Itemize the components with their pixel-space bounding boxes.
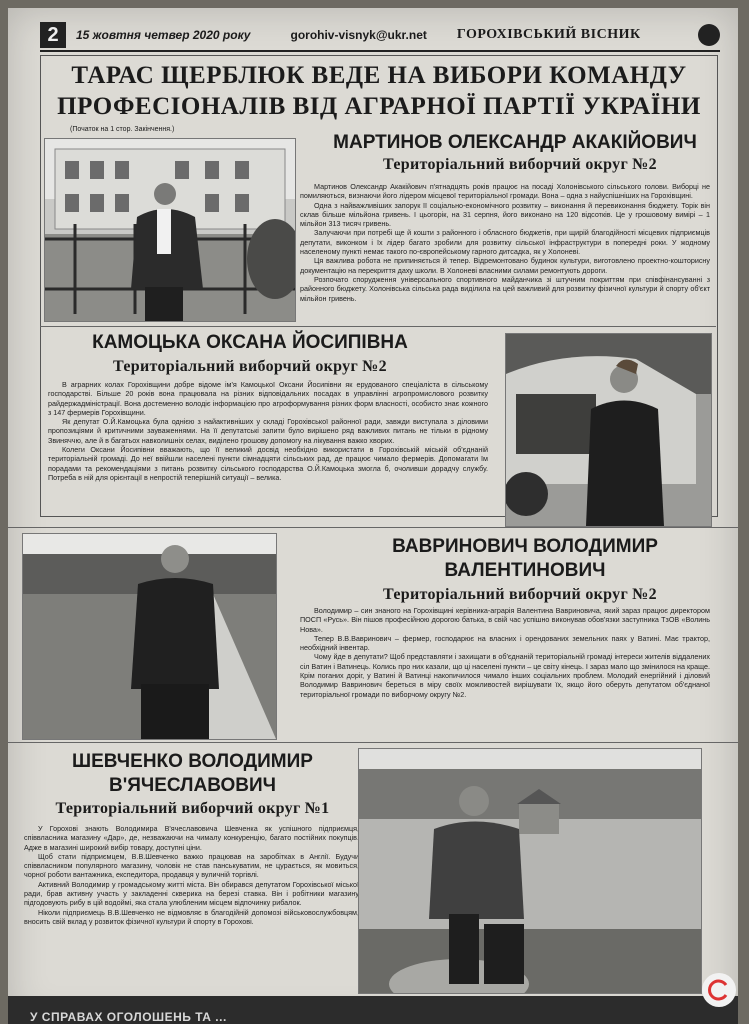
photo-vavrynovych xyxy=(22,533,277,740)
paragraph: В аграрних колах Горохівщини добре відоме ім'я Камоцької Оксани Йосипівни як ерудованого спеціаліста в сільському господарстві. Більше 20 років вона працювала на різних відповідальних посадах в управлінні агропромислового розвитку райдержадміністрації. Вона достеменно володіє інформацією про агроформування різних форм власності, особисто знає кожного з 147 фермерів Горохівщини. xyxy=(48,380,488,417)
candidate-3-name xyxy=(330,535,720,583)
name-line-2: В'ЯЧЕСЛАВОВИЧ xyxy=(109,775,276,796)
paragraph: У Горохові знають Володимира В'ячеславовича Шевченка як успішного підприємця, співвласника магазину «Дар», де, незважаючи на чималу конкуренцію, багато постійних покупців. Адже в магазині широкий вибір товару, доступні ціни. xyxy=(24,824,359,852)
paragraph: Ця важлива робота не припиняється й тепер. Відремонтовано будинок культури, виготовлено проектно-кошторисну документацію на перекриття даху школи. В Холоневі власними силами ремонтують дороги. xyxy=(300,256,710,275)
paragraph: Колеги Оксани Йосипівни вважають, що її великий досвід необхідно використати в Горохівській міській об'єднаній територіальній громаді. До неї ввійшли населені пункти сімнадцяти сільських рад, де працює чимало фермерів. Допомагати їм порадами та рекомендаціями з питань розвитку сільського господарства О.Й.Камоцька змогла б, очоливши дорадчу службу. Потреба в ній для орієнтації в непростій теперішній ситуації – велика. xyxy=(48,445,488,482)
page-number: 2 xyxy=(40,22,66,48)
newspaper-name: ГОРОХІВСЬКИЙ ВІСНИК xyxy=(456,27,641,42)
section-divider xyxy=(40,326,716,327)
paragraph: Володимир – син знаного на Горохівщині керівника-аграрія Валентина Вавриновича, який зараз працює директором ПОСП «Русь». Він пішов професійною дорогою батька, в свій час успішно виконував обов'язки заступника ТзОВ «Волинь Нова». xyxy=(300,606,710,634)
name-line-2: ВАЛЕНТИНОВИЧ xyxy=(444,560,606,581)
watermark-logo-icon xyxy=(702,973,736,1007)
candidate-2-text xyxy=(48,380,488,482)
candidate-1-district: Територіальний виборчий округ №2 xyxy=(383,156,657,173)
candidate-1-text xyxy=(300,182,710,303)
section-divider xyxy=(8,742,738,743)
paragraph: Тепер В.В.Вавринович – фермер, господарює на власних і орендованих земельних паях у Ватині. Має трактор, необхідний інвентар. xyxy=(300,633,710,653)
main-headline xyxy=(44,60,714,122)
photo-shevchenko xyxy=(358,748,702,994)
candidate-3-district: Територіальний виборчий округ №2 xyxy=(383,586,657,603)
paragraph: Щоб стати підприємцем, В.В.Шевченко важко працював на заробітках в Англії. Будучи співвласником популярного магазину, чоловік не став панськуватим, не цурається, як мовиться, чорної роботи вантажника, експедитора, продавця у вуличній торгівлі. xyxy=(24,851,359,880)
paragraph: Мартинов Олександр Акакійович п'ятнадцять років працює на посаді Холонівського сільського голови. Виборці не помиляються, визнаючи його лідером місцевої територіальної громади. Вона – одна з найуспішніших на Горохівщині. xyxy=(300,182,710,201)
photo-martynov xyxy=(44,138,296,322)
continuation-note: (Початок на 1 стор. Закінчення.) xyxy=(70,126,175,133)
paragraph: Залучаючи при потребі ще й кошти з районного і обласного бюджетів, при щирій благодійності місцевих підприємців депутати, виконком і їх лідер багато зробили для розвитку сільської інфраструктури в попередні роки. У жодному населеному пункті немає такого по-європейському гарного дитсадка, як у Холоневі. xyxy=(300,228,710,257)
headline-line-2: ПРОФЕСІОНАЛІВ ВІД АГРАРНОЇ ПАРТІЇ УКРАЇНИ xyxy=(57,93,701,120)
footer-banner: У СПРАВАХ ОГОЛОШЕНЬ ТА ... xyxy=(8,996,738,1024)
candidate-2-district: Територіальний виборчий округ №2 xyxy=(113,358,387,375)
section-divider xyxy=(8,527,738,528)
issue-date: 15 жовтня четвер 2020 року xyxy=(76,28,251,42)
headline-line-1: ТАРАС ЩЕРБЛЮК ВЕДЕ НА ВИБОРИ КОМАНДУ xyxy=(71,62,687,89)
paragraph: Чому йде в депутати? Щоб представляти і захищати в об'єднаній територіальній громаді інтереси жителів віддалених сіл Ватин і Ватинець. Колись про них казали, що ці населені пункти – це світу кінець. І зараз мало що змінилося на краще. Крім поганих доріг, у Ватині й Ватинці накопичилося чимало інших соціальних проблем. Молодий енергійний і діловий Володимир Вавринович береться в міру своїх можливостей вирішувати їх, якщо його оберуть депутатом об'єднаної територіальної громади по виборчому округу №2. xyxy=(300,652,710,699)
name-line-1: ВАВРИНОВИЧ ВОЛОДИМИР xyxy=(392,536,658,557)
paragraph: Ніколи підприємець В.В.Шевченко не відмовляє в благодійній допомозі військовослужбовцям, вносить свій вклад у розвиток фізичної культури й спорту в Горохові. xyxy=(24,907,359,926)
candidate-2-name: КАМОЦЬКА ОКСАНА ЙОСИПІВНА xyxy=(92,332,408,353)
paragraph: Як депутат О.Й.Камоцька була однією з найактивніших у складі Горохівської районної ради, завжди виступала з діловими пропозиціями й критичними зауваженнями. На її депутатські запити було вирішено ряд важливих питань не тільки в рідному Звиняччю, але й в багатьох навколишніх селах, виділено грошову допомогу на лікування важко хворих. xyxy=(48,417,488,445)
email-address: gorohiv-visnyk@ukr.net xyxy=(290,28,427,42)
paragraph: Одна з найважливіших запорук її соціально-економічного розвитку – виконання й перевиконання бюджету. Торік він склав більше мільйона гривень. І цьогорік, на 31 серпня, його виконано на 120 відсотків. Це у грошовому вимірі – 1 мільйон 313 тисяч гривень. xyxy=(300,200,710,229)
circle-ornament-icon xyxy=(698,24,720,46)
paragraph: Розпочато спорудження універсального спортивного майданчика зі штучним покриттям при співфінансуванні з районного бюджету. Холонівська сільська рада виділила на цей важливий для розвитку фізичної культури й спорту об'єкт мільйон гривень. xyxy=(300,274,710,303)
candidate-4-name xyxy=(20,750,365,798)
photo-kamotska xyxy=(505,333,712,527)
candidate-4-district: Територіальний виборчий округ №1 xyxy=(55,800,330,817)
candidate-4-text xyxy=(24,824,359,926)
candidate-3-text xyxy=(300,606,710,699)
name-line-1: ШЕВЧЕНКО ВОЛОДИМИР xyxy=(72,751,313,772)
paragraph: Активний Володимир у громадському житті міста. Він обирався депутатом Горохівської міської ради, брав активну участь у закладенні скверика на березі ставка. Він і робітники магазину підгодовують рибу в цій водоймі, яка стала улюбленим місцем відпочинку рибалок. xyxy=(24,879,359,908)
candidate-1-name: МАРТИНОВ ОЛЕКСАНДР АКАКІЙОВИЧ xyxy=(333,132,697,153)
page-header xyxy=(40,20,720,52)
